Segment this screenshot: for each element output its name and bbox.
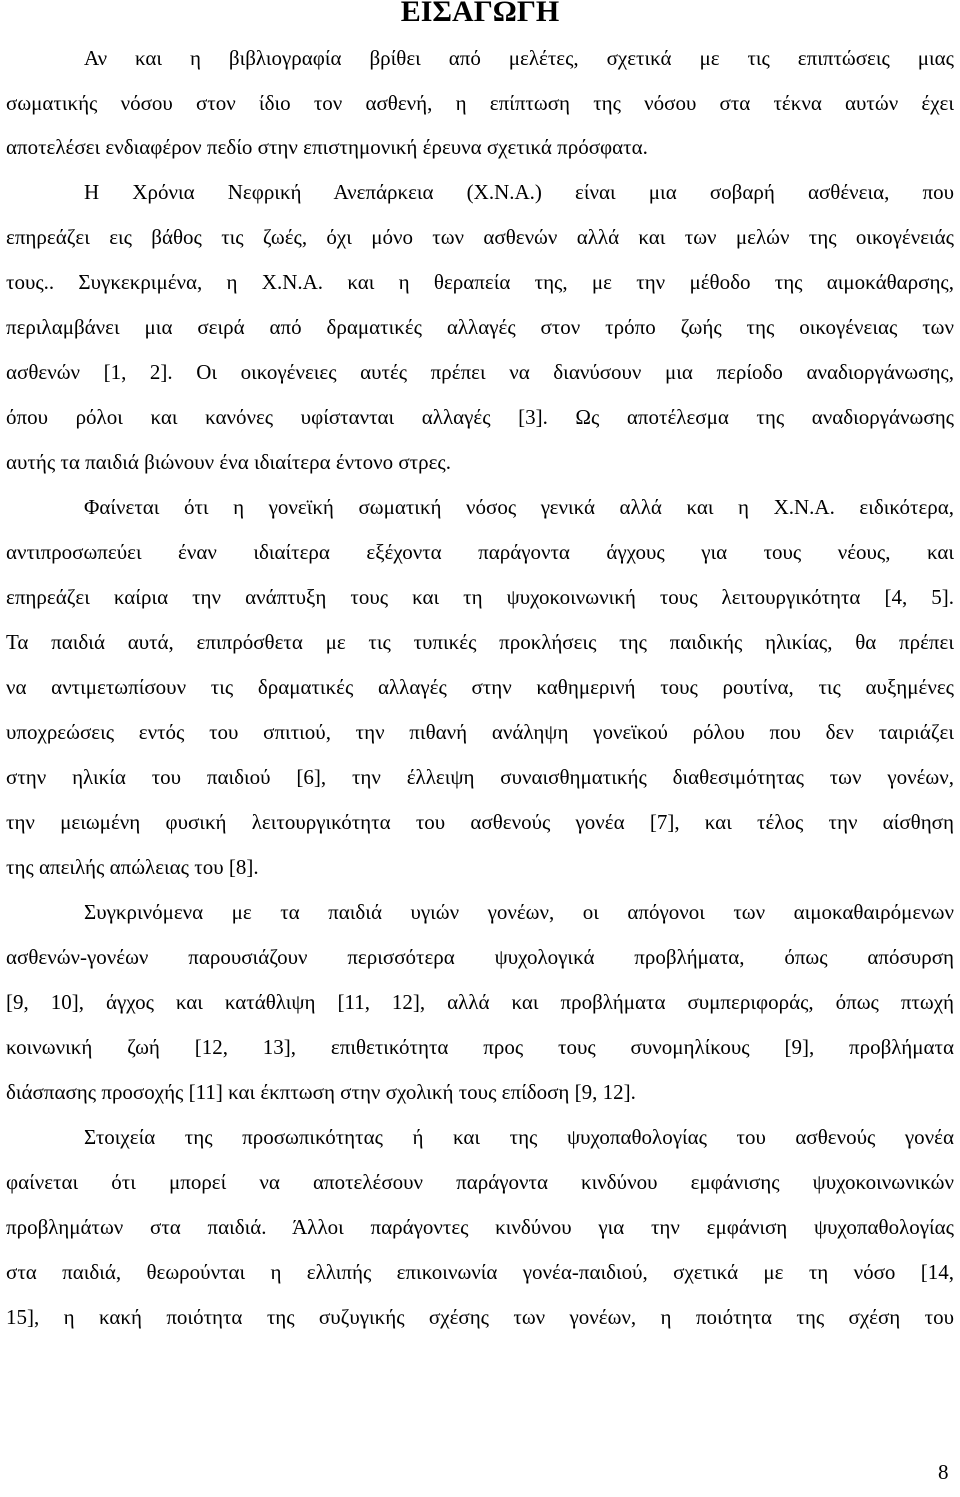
text-line: στα παιδιά, θεωρούνται η ελλιπής επικοινωνία γονέα-παιδιού, σχετικά με τη νόσο [14, — [6, 1260, 954, 1284]
page-title: ΕΙΣΑΓΩΓΗ — [400, 0, 560, 28]
text-line: υποχρεώσεις εντός του σπιτιού, την πιθανή ανάληψη γονεϊκού ρόλου που δεν ταιριάζει — [6, 720, 954, 744]
text-line: Στοιχεία της προσωπικότητας ή και της ψυχοπαθολογίας του ασθενούς γονέα — [84, 1125, 954, 1149]
text-line: της απειλής απώλειας του [8]. — [6, 855, 259, 879]
text-line: Τα παιδιά αυτά, επιπρόσθετα με τις τυπικές προκλήσεις της παιδικής ηλικίας, θα πρέπει — [6, 630, 954, 654]
text-line: 15], η κακή ποιότητα της συζυγικής σχέσης των γονέων, η ποιότητα της σχέση του — [6, 1305, 954, 1329]
text-line: ασθενών [1, 2]. Οι οικογένειες αυτές πρέπει να διανύσουν μια περίοδο αναδιοργάνωσης, — [6, 360, 954, 384]
text-line: Φαίνεται ότι η γονεϊκή σωματική νόσος γενικά αλλά και η Χ.Ν.Α. ειδικότερα, — [84, 495, 954, 519]
text-line: ασθενών-γονέων παρουσιάζουν περισσότερα ψυχολογικά προβλήματα, όπως απόσυρση — [6, 945, 954, 969]
text-line: διάσπασης προσοχής [11] και έκπτωση στην σχολική τους επίδοση [9, 12]. — [6, 1080, 636, 1104]
text-line: επηρεάζει καίρια την ανάπτυξη τους και τη ψυχοκοινωνική τους λειτουργικότητα [4, 5]. — [6, 585, 954, 609]
text-line: επηρεάζει εις βάθος τις ζωές, όχι μόνο των ασθενών αλλά και των μελών της οικογένειάς — [6, 225, 954, 249]
text-line: κοινωνική ζωή [12, 13], επιθετικότητα προς τους συνομηλίκους [9], προβλήματα — [6, 1035, 954, 1059]
text-line: περιλαμβάνει μια σειρά από δραματικές αλλαγές στον τρόπο ζωής της οικογένειας των — [6, 315, 954, 339]
text-line: Συγκρινόμενα με τα παιδιά υγιών γονέων, οι απόγονοι των αιμοκαθαιρόμενων — [84, 900, 954, 924]
text-line: την μειωμένη φυσική λειτουργικότητα του ασθενούς γονέα [7], και τέλος την αίσθηση — [6, 810, 954, 834]
text-line: αυτής τα παιδιά βιώνουν ένα ιδιαίτερα έντονο στρες. — [6, 450, 451, 474]
text-line: [9, 10], άγχος και κατάθλιψη [11, 12], αλλά και προβλήματα συμπεριφοράς, όπως πτωχή — [6, 990, 954, 1014]
text-line: όπου ρόλοι και κανόνες υφίστανται αλλαγές [3]. Ως αποτέλεσμα της αναδιοργάνωσης — [6, 405, 954, 429]
page-number: 8 — [938, 1460, 949, 1484]
text-line: σωματικής νόσου στον ίδιο τον ασθενή, η επίπτωση της νόσου στα τέκνα αυτών έχει — [6, 91, 954, 115]
text-line: προβλημάτων στα παιδιά. Άλλοι παράγοντες κινδύνου για την εμφάνιση ψυχοπαθολογίας — [6, 1215, 954, 1239]
text-line: αποτελέσει ενδιαφέρον πεδίο στην επιστημονική έρευνα σχετικά πρόσφατα. — [6, 135, 648, 159]
text-line: να αντιμετωπίσουν τις δραματικές αλλαγές στην καθημερινή τους ρουτίνα, τις αυξημένες — [6, 675, 954, 699]
text-line: στην ηλικία του παιδιού [6], την έλλειψη συναισθηματικής διαθεσιμότητας των γονέων, — [6, 765, 954, 789]
text-line: τους.. Συγκεκριμένα, η Χ.Ν.Α. και η θεραπεία της, με την μέθοδο της αιμοκάθαρσης, — [6, 270, 954, 294]
text-line: φαίνεται ότι μπορεί να αποτελέσουν παράγοντα κινδύνου εμφάνισης ψυχοκοινωνικών — [6, 1170, 954, 1194]
text-line: αντιπροσωπεύει έναν ιδιαίτερα εξέχοντα παράγοντα άγχους για τους νέους, και — [6, 540, 954, 564]
text-line: Η Χρόνια Νεφρική Ανεπάρκεια (Χ.Ν.Α.) είναι μια σοβαρή ασθένεια, που — [84, 180, 954, 204]
text-line: Αν και η βιβλιογραφία βρίθει από μελέτες, σχετικά με τις επιπτώσεις μιας — [84, 46, 954, 70]
